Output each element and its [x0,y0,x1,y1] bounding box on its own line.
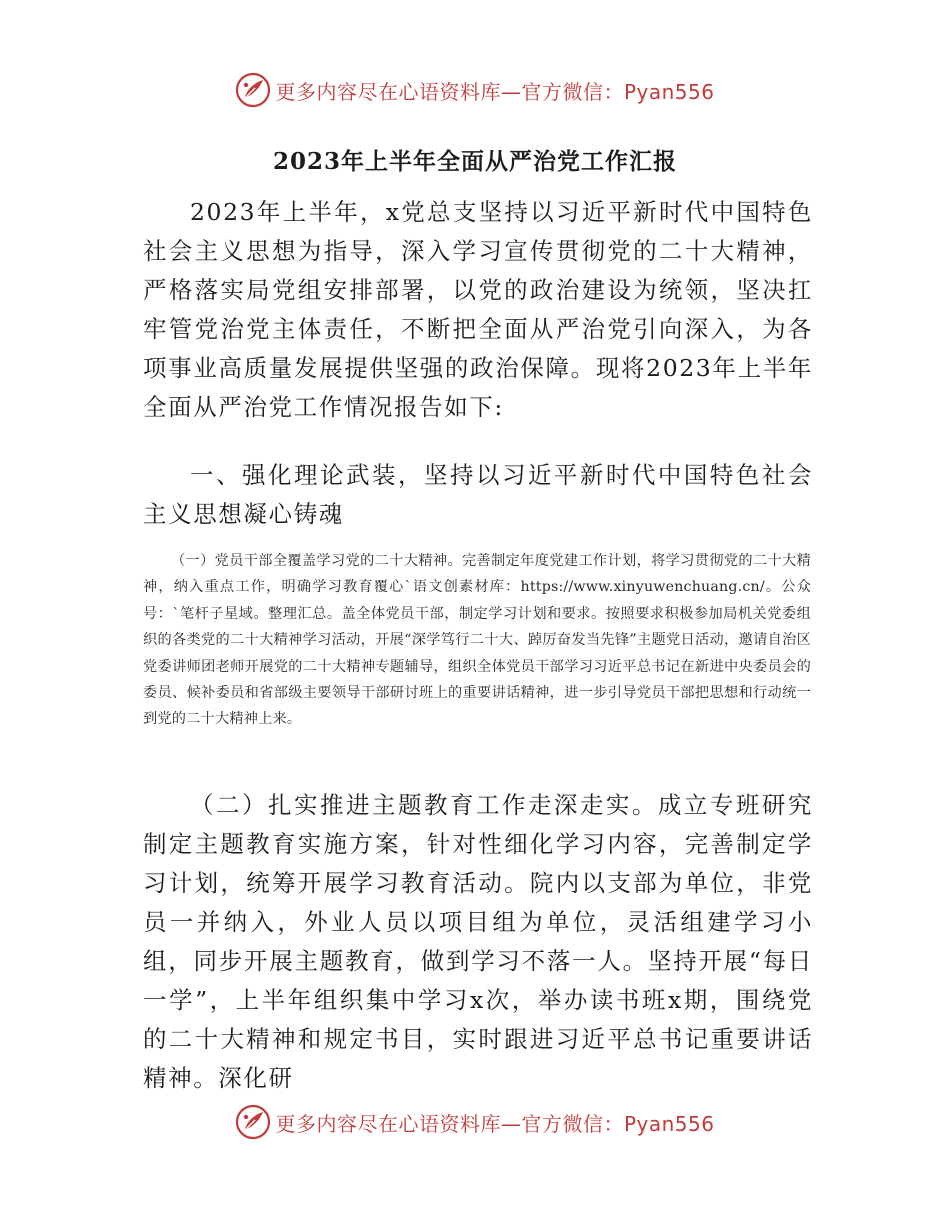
header-banner [0,68,950,112]
banner-text: 更多内容尽在心语资料库—官方微信：Pyan556 [275,79,715,104]
feather-logo-icon [235,72,271,108]
intro-paragraph: 2023年上半年，x党总支坚持以习近平新时代中国特色社会主义思想为指导，深入学习宣传贯彻党的二十大精神，严格落实局党组安排部署，以党的政治建设为统领，坚决扛牢管党治党主体责任，不断把全面从严治党引向深入，为各项事业高质量发展提供坚强的政治保障。现将2023年上半年全面从严治党工作情况报告如下: [143,198,813,421]
feather-logo-icon [235,1104,271,1140]
banner-text: 更多内容尽在心语资料库—官方微信：Pyan556 [275,1111,715,1136]
footer-banner [0,1100,950,1144]
subsection-paragraph-1: （一）党员干部全覆盖学习党的二十大精神。完善制定年度党建工作计划，将学习贯彻党的二十大精神，纳入重点工作，明确学习教育覆心`语文创素材库：https://www.xinyuwenchuang.cn/。公众号：`笔杆子星域。整理汇总。盖全体党员干部，制定学习计划和要求。按照要求积极参加局机关党委组织的各类党的二十大精神学习活动，开展“深学笃行二十大、踔厉奋发当先锋”主题党日活动，邀请自治区党委讲师团老师开展党的二十大精神专题辅导，组织全体党员干部学习习近平总书记在新进中央委员会的委员、候补委员和省部级主要领导干部研讨班上的重要讲话精神，进一步引导党员干部把思想和行动统一到党的二十大精神上来。 [143,553,811,728]
document-title: 2023年上半年全面从严治党工作汇报 [272,148,677,175]
subsection-paragraph-2: （二）扎实推进主题教育工作走深走实。成立专班研究制定主题教育实施方案，针对性细化学习内容，完善制定学习计划，统筹开展学习教育活动。院内以支部为单位，非党员一并纳入，外业人员以项目组为单位，灵活组建学习小组，同步开展主题教育，做到学习不落一人。坚持开展“每日一学”，上半年组织集中学习x次，举办读书班x期，围绕党的二十大精神和规定书目，实时跟进习近平总书记重要讲话精神。深化研 [143,791,813,1092]
section-heading: 一、强化理论武装，坚持以习近平新时代中国特色社会主义思想凝心铸魂 [143,461,813,528]
